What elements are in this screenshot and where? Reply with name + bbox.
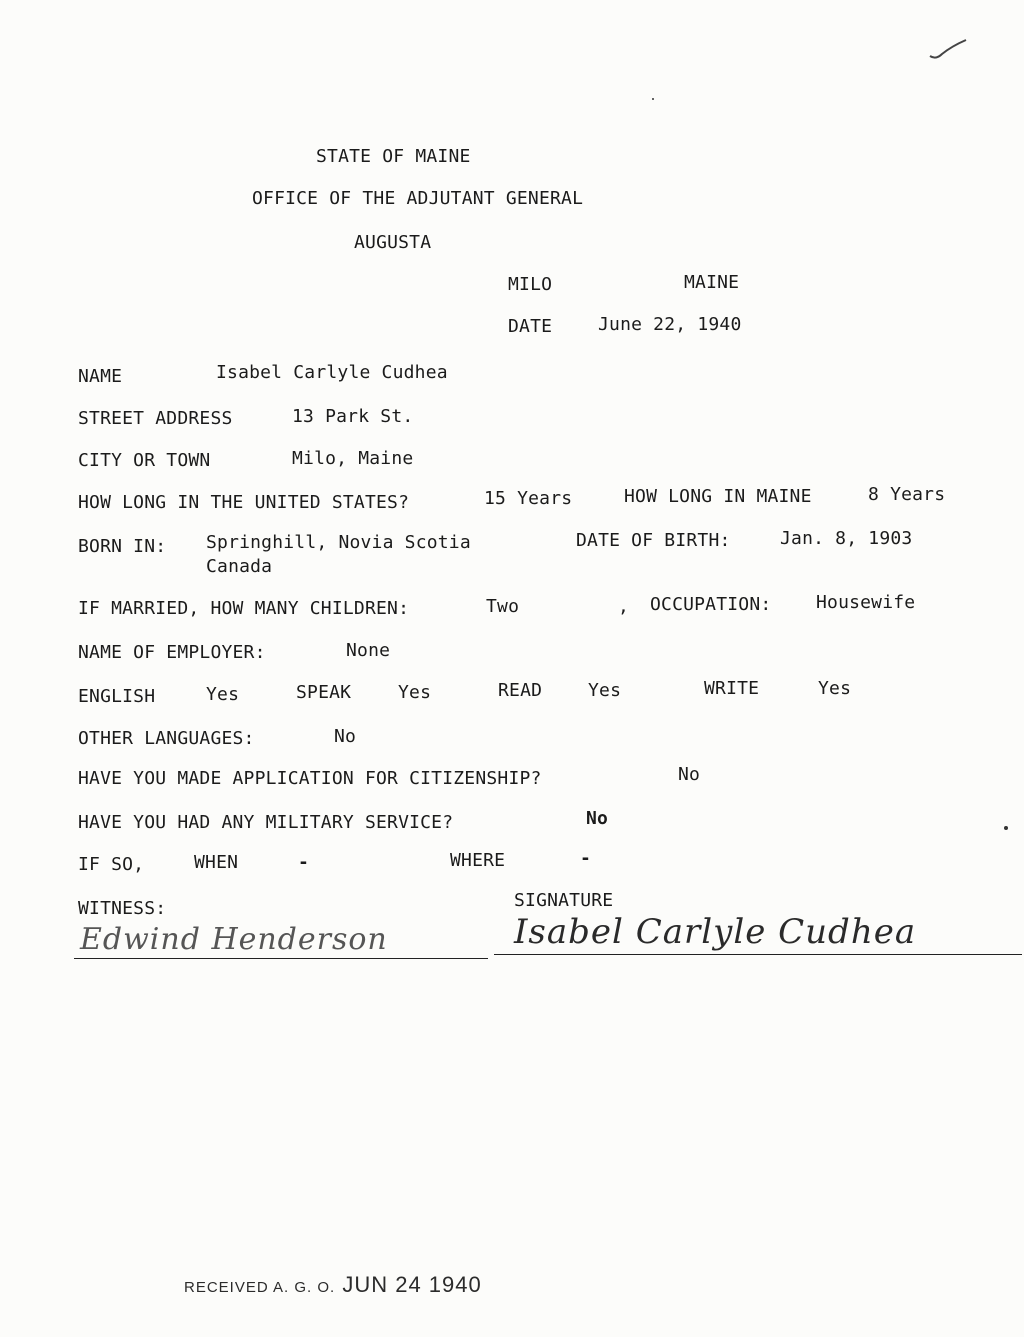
name-value: Isabel Carlyle Cudhea xyxy=(216,362,448,383)
date-value: June 22, 1940 xyxy=(598,314,742,335)
employer-label: NAME OF EMPLOYER: xyxy=(78,642,266,663)
witness-signature-line xyxy=(74,958,488,959)
name-label: NAME xyxy=(78,366,123,387)
applicant-signature: Isabel Carlyle Cudhea xyxy=(514,912,917,952)
born-value-country: Canada xyxy=(206,556,273,577)
children-value: Two xyxy=(486,596,520,617)
read-value: Yes xyxy=(588,680,622,701)
military-value: No xyxy=(586,808,609,829)
born-label: BORN IN: xyxy=(78,536,167,557)
witness-label: WITNESS: xyxy=(78,898,167,919)
english-label: ENGLISH xyxy=(78,686,156,707)
write-label: WRITE xyxy=(704,678,760,699)
children-label: IF MARRIED, HOW MANY CHILDREN: xyxy=(78,598,410,619)
when-value: - xyxy=(298,852,310,873)
header-city: AUGUSTA xyxy=(354,232,432,253)
dob-value: Jan. 8, 1903 xyxy=(780,528,913,549)
english-value: Yes xyxy=(206,684,240,705)
received-stamp-date: JUN 24 1940 xyxy=(342,1272,482,1297)
citizenship-value: No xyxy=(678,764,701,785)
military-label: HAVE YOU HAD ANY MILITARY SERVICE? xyxy=(78,812,454,833)
citizenship-label: HAVE YOU MADE APPLICATION FOR CITIZENSHIP? xyxy=(78,768,542,789)
where-value: - xyxy=(580,848,592,869)
ifso-label: IF SO, xyxy=(78,854,145,875)
when-label: WHEN xyxy=(194,852,239,873)
date-label: DATE xyxy=(508,316,553,337)
header-office: OFFICE OF THE ADJUTANT GENERAL xyxy=(252,188,584,209)
place-state: MAINE xyxy=(684,272,740,293)
city-label: CITY OR TOWN xyxy=(78,450,211,471)
city-value: Milo, Maine xyxy=(292,448,414,469)
where-label: WHERE xyxy=(450,850,506,871)
speak-value: Yes xyxy=(398,682,432,703)
occupation-label: OCCUPATION: xyxy=(650,594,772,615)
place-town: MILO xyxy=(508,274,553,295)
maine-duration-value: 8 Years xyxy=(868,484,946,505)
languages-label: OTHER LANGUAGES: xyxy=(78,728,255,749)
born-value: Springhill, Novia Scotia xyxy=(206,532,471,553)
signature-label: SIGNATURE xyxy=(514,890,614,911)
speck xyxy=(652,98,654,100)
header-state: STATE OF MAINE xyxy=(316,146,471,167)
received-stamp-prefix: RECEIVED A. G. O. xyxy=(184,1279,336,1296)
write-value: Yes xyxy=(818,678,852,699)
us-duration-value: 15 Years xyxy=(484,488,573,509)
speck xyxy=(1004,826,1008,830)
read-label: READ xyxy=(498,680,543,701)
street-value: 13 Park St. xyxy=(292,406,414,427)
maine-duration-label: HOW LONG IN MAINE xyxy=(624,486,812,507)
check-mark-icon xyxy=(928,36,968,62)
languages-value: No xyxy=(334,726,357,747)
employer-value: None xyxy=(346,640,391,661)
speak-label: SPEAK xyxy=(296,682,352,703)
applicant-signature-line xyxy=(494,954,1022,955)
us-duration-label: HOW LONG IN THE UNITED STATES? xyxy=(78,492,410,513)
received-stamp xyxy=(184,1272,482,1301)
occupation-value: Housewife xyxy=(816,592,916,613)
dob-label: DATE OF BIRTH: xyxy=(576,530,731,551)
witness-signature: Edwind Henderson xyxy=(80,922,388,957)
street-label: STREET ADDRESS xyxy=(78,408,233,429)
occupation-comma: , xyxy=(618,596,630,617)
